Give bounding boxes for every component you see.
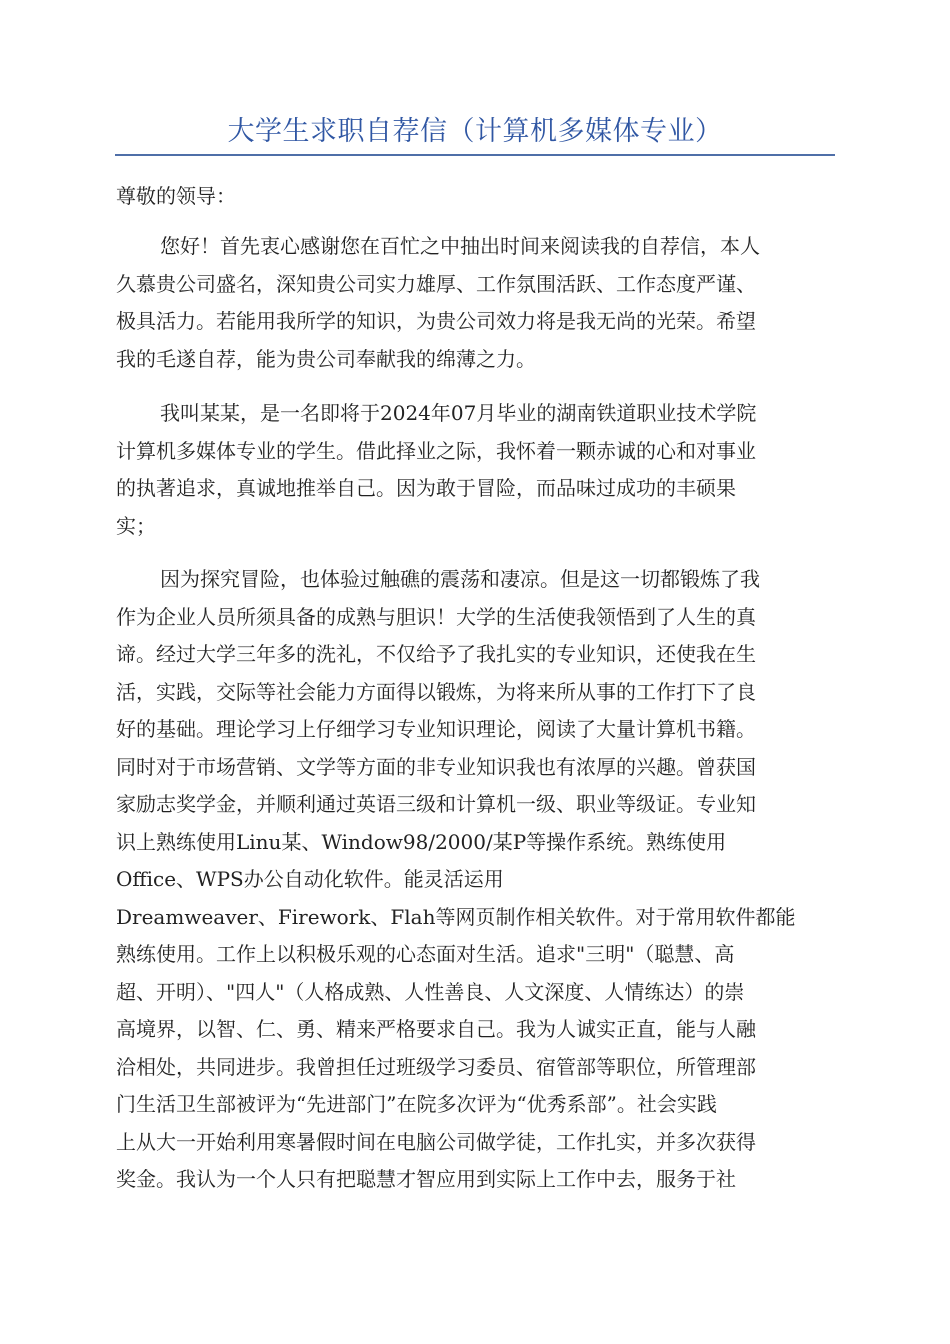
paragraph-line: 计算机多媒体专业的学生。借此择业之际，我怀着一颗赤诚的心和对事业 <box>116 438 756 463</box>
paragraph-line: Office、WPS办公自动化软件。能灵活运用 <box>116 867 504 891</box>
paragraph-line: 同时对于市场营销、文学等方面的非专业知识我也有浓厚的兴趣。曾获国 <box>116 754 756 779</box>
paragraph-line: Dreamweaver、Firework、Flah等网页制作相关软件。对于常用软件都能 <box>116 904 796 929</box>
paragraph-line: 久慕贵公司盛名，深知贵公司实力雄厚、工作氛围活跃、工作态度严谨、 <box>116 271 756 296</box>
paragraph-line: 因为探究冒险，也体验过触礁的震荡和凄凉。但是这一切都锻炼了我 <box>160 567 760 591</box>
paragraph-line: 我叫某某，是一名即将于2024年07月毕业的湖南铁道职业技术学院 <box>160 401 757 425</box>
paragraph-1 <box>116 228 836 378</box>
salutation: 尊敬的领导： <box>116 184 236 208</box>
paragraph-line: 好的基础。理论学习上仔细学习专业知识理论，阅读了大量计算机书籍。 <box>116 717 756 741</box>
paragraph-line: 识上熟练使用Linu某、Window98/2000/某P等操作系统。熟练使用 <box>116 829 727 854</box>
paragraph-line: 极具活力。若能用我所学的知识，为贵公司效力将是我无尚的光荣。希望 <box>116 309 756 333</box>
page-title: 大学生求职自荐信（计算机多媒体专业） <box>227 116 723 147</box>
paragraph-line: 奖金。我认为一个人只有把聪慧才智应用到实际上工作中去，服务于社 <box>116 1167 736 1191</box>
paragraph-3 <box>116 561 836 1199</box>
paragraph-line: 的执著追求，真诚地推举自己。因为敢于冒险，而品味过成功的丰硕果 <box>116 476 736 500</box>
paragraph-line: 作为企业人员所须具备的成熟与胆识！大学的生活使我领悟到了人生的真 <box>116 604 756 629</box>
paragraph-2 <box>116 395 836 545</box>
paragraph-line: 您好！首先衷心感谢您在百忙之中抽出时间来阅读我的自荐信，本人 <box>160 234 760 258</box>
paragraph-line: 谛。经过大学三年多的洗礼，不仅给予了我扎实的专业知识，还使我在生 <box>116 642 756 666</box>
paragraph-line: 实； <box>116 513 156 538</box>
paragraph-line: 家励志奖学金，并顺利通过英语三级和计算机一级、职业等级证。专业知 <box>116 792 756 816</box>
paragraph-line: 高境界，以智、仁、勇、精来严格要求自己。我为人诚实正直，能与人融 <box>116 1017 756 1041</box>
paragraph-line: 门生活卫生部被评为“先进部门”在院多次评为“优秀系部”。社会实践 <box>116 1092 717 1116</box>
paragraph-line: 熟练使用。工作上以积极乐观的心态面对生活。追求"三明"（聪慧、高 <box>116 942 735 966</box>
title-block <box>115 112 835 156</box>
paragraph-line: 洽相处，共同进步。我曾担任过班级学习委员、宿管部等职位，所管理部 <box>116 1054 756 1079</box>
paragraph-line: 超、开明）、"四人"（人格成熟、人性善良、人文深度、人情练达）的崇 <box>116 979 745 1004</box>
paragraph-line: 活，实践，交际等社会能力方面得以锻炼，为将来所从事的工作打下了良 <box>116 679 756 704</box>
paragraph-line: 上从大一开始利用寒暑假时间在电脑公司做学徒，工作扎实，并多次获得 <box>116 1129 756 1154</box>
paragraph-line: 我的毛遂自荐，能为贵公司奉献我的绵薄之力。 <box>116 346 536 371</box>
